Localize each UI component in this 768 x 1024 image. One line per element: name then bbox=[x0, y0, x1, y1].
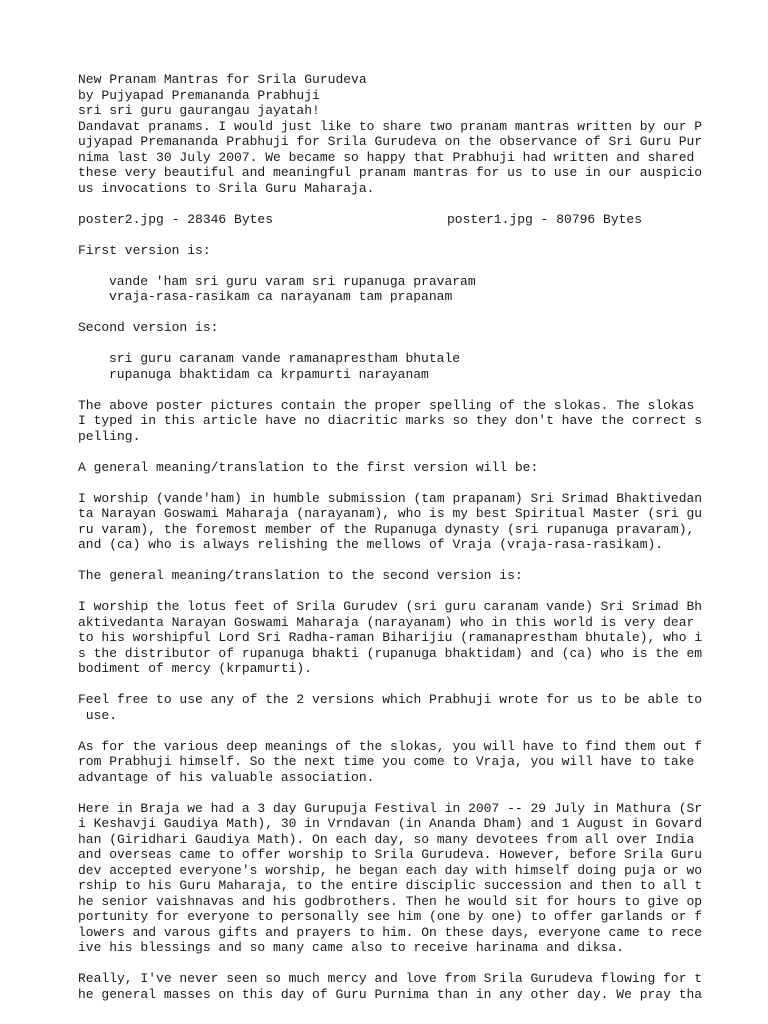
text-line: nima last 30 July 2007. We became so happy that Prabhuji had written and shared bbox=[78, 149, 695, 165]
text-line: Really, I've never seen so much mercy and love from Srila Gurudeva flowing for t bbox=[78, 971, 703, 986]
header-block bbox=[78, 72, 768, 119]
text-line: i Keshavji Gaudiya Math), 30 in Vrndavan (in Ananda Dham) and 1 August in Govard bbox=[78, 816, 703, 831]
text-line: As for the various deep meanings of the slokas, you will have to find them out f bbox=[78, 738, 703, 754]
text-line: I worship the lotus feet of Srila Gurudev (sri guru caranam vande) Sri Srimad Bh bbox=[78, 599, 703, 614]
text-line: pelling. bbox=[78, 428, 141, 444]
text-line: he general masses on this day of Guru Purnima than in any other day. We pray tha bbox=[78, 986, 703, 1002]
text-line: ive his blessings and so many came also to receive harinama and diksa. bbox=[78, 940, 625, 955]
text-line: portunity for everyone to personally see him (one by one) to offer garlands or f bbox=[78, 909, 703, 924]
text-line: The above poster pictures contain the proper spelling of the slokas. The slokas bbox=[78, 397, 695, 413]
first-version-verse bbox=[78, 274, 768, 305]
article-title: New Pranam Mantras for Srila Gurudeva bbox=[78, 72, 367, 87]
text-line: Feel free to use any of the 2 versions which Prabhuji wrote for us to be able to bbox=[78, 692, 703, 707]
invocation-line: sri sri guru gaurangau jayatah! bbox=[78, 103, 320, 118]
article-author: by Pujyapad Premananda Prabhuji bbox=[78, 87, 320, 103]
text-line: han (Giridhari Gaudiya Math). On each day, so many devotees from all over India bbox=[78, 831, 695, 847]
first-meaning-label: A general meaning/translation to the first version will be: bbox=[78, 459, 539, 475]
text-line: these very beautiful and meaningful pranam mantras for us to use in our auspicio bbox=[78, 165, 703, 180]
text-line: I worship (vande'ham) in humble submission (tam prapanam) Sri Srimad Bhaktivedan bbox=[78, 490, 703, 506]
text-line: advantage of his valuable association. bbox=[78, 769, 375, 785]
text-line: bodiment of mercy (krpamurti). bbox=[78, 661, 313, 676]
text-line: aktivedanta Narayan Goswami Maharaja (narayanam) who in this world is very dear bbox=[78, 614, 695, 630]
text-line: Dandavat pranams. I would just like to share two pranam mantras written by our P bbox=[78, 118, 703, 134]
second-version-label: Second version is: bbox=[78, 320, 219, 335]
text-line: and overseas came to offer worship to Srila Gurudeva. However, before Srila Guru bbox=[78, 847, 703, 862]
text-line: ta Narayan Goswami Maharaja (narayanam), who is my best Spiritual Master (sri gu bbox=[78, 506, 703, 521]
text-line: rship to his Guru Maharaja, to the entire disciplic succession and then to all t bbox=[78, 878, 703, 893]
first-meaning-paragraph bbox=[78, 491, 768, 553]
verse-line: vande 'ham sri guru varam sri rupanuga pravaram bbox=[109, 273, 476, 289]
intro-paragraph bbox=[78, 119, 768, 197]
text-line: s the distributor of rupanuga bhakti (rupanuga bhaktidam) and (ca) who is the em bbox=[78, 645, 703, 661]
text-line: lowers and varous gifts and prayers to him. On these days, everyone came to rece bbox=[78, 924, 703, 940]
attachment-poster1[interactable]: poster1.jpg - 80796 Bytes bbox=[447, 211, 643, 227]
second-meaning-paragraph bbox=[78, 599, 768, 677]
festival-paragraph bbox=[78, 801, 768, 956]
text-line: dev accepted everyone's worship, he began each day with himself doing puja or wo bbox=[78, 862, 703, 878]
text-line: and (ca) who is always relishing the mellows of Vraja (vraja-rasa-rasikam). bbox=[78, 537, 664, 552]
second-version-verse bbox=[78, 351, 768, 382]
text-line: he senior vaishnavas and his godbrothers. Then he would sit for hours to give op bbox=[78, 893, 703, 909]
text-line: Here in Braja we had a 3 day Gurupuja Festival in 2007 -- 29 July in Mathura (Sr bbox=[78, 800, 703, 816]
feel-free-paragraph bbox=[78, 692, 768, 723]
attachment-list bbox=[78, 212, 768, 228]
spelling-note-paragraph bbox=[78, 398, 768, 445]
text-line: use. bbox=[78, 707, 118, 723]
first-version-label: First version is: bbox=[78, 242, 211, 258]
verse-line: sri guru caranam vande ramanaprestham bhutale bbox=[109, 351, 461, 366]
closing-paragraph bbox=[78, 971, 768, 1002]
attachment-poster2[interactable]: poster2.jpg - 28346 Bytes bbox=[78, 211, 274, 227]
verse-line: vraja-rasa-rasikam ca narayanam tam prapanam bbox=[109, 289, 453, 304]
second-meaning-label: The general meaning/translation to the second version is: bbox=[78, 568, 523, 583]
text-line: rom Prabhuji himself. So the next time you come to Vraja, you will have to take bbox=[78, 754, 695, 769]
text-line: ujyapad Premananda Prabhuji for Srila Gurudeva on the observance of Sri Guru Pur bbox=[78, 134, 703, 149]
deep-meanings-paragraph bbox=[78, 739, 768, 786]
text-line: I typed in this article have no diacritic marks so they don't have the correct s bbox=[78, 413, 703, 428]
verse-line: rupanuga bhaktidam ca krpamurti narayanam bbox=[109, 366, 429, 382]
text-line: to his worshipful Lord Sri Radha-raman Biharijiu (ramanaprestham bhutale), who i bbox=[78, 630, 703, 645]
text-line: ru varam), the foremost member of the Rupanuga dynasty (sri rupanuga pravaram), bbox=[78, 521, 695, 537]
text-line: us invocations to Srila Guru Maharaja. bbox=[78, 180, 375, 196]
